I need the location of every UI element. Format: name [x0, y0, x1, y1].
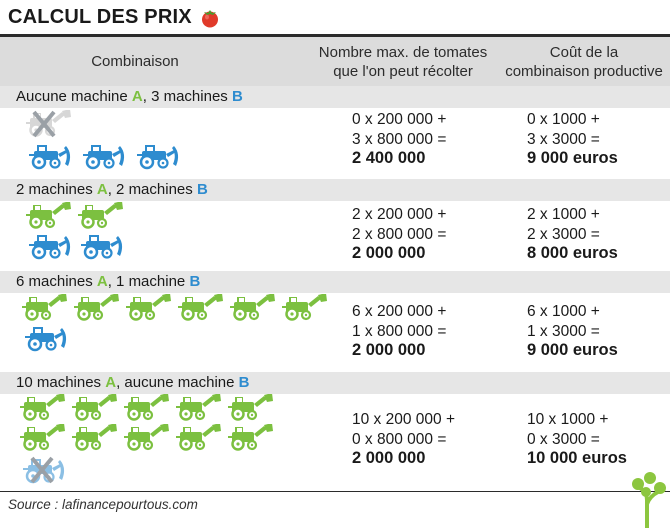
calc-tomates: 2 x 200 000 + 2 x 800 000 = 2 000 000 [352, 206, 447, 262]
tomato-icon [200, 8, 220, 28]
calc-cout: 6 x 1000 + 1 x 3000 = 9 000 euros [527, 303, 618, 359]
machine-b-icon [22, 324, 70, 352]
calc-cout: 2 x 1000 + 2 x 3000 = 8 000 euros [527, 206, 618, 262]
page-title-text: CALCUL DES PRIX [8, 6, 192, 28]
section-title: 10 machines A, aucune machine B [0, 372, 670, 394]
machine-a-icon [122, 394, 170, 422]
tree-logo-icon [628, 470, 668, 530]
footer-rule [0, 491, 670, 492]
machine-a-icon [280, 294, 328, 322]
machine-a-icon [174, 394, 222, 422]
machine-a-icon [124, 294, 172, 322]
calc-cout: 0 x 1000 + 3 x 3000 = 9 000 euros [527, 111, 618, 167]
machine-b-icon [134, 142, 182, 170]
calc-tomates: 10 x 200 000 + 0 x 800 000 = 2 000 000 [352, 411, 455, 467]
machine-a-icon [174, 424, 222, 452]
section-title: Aucune machine A, 3 machines B [0, 86, 670, 108]
machine-a-icon [76, 202, 124, 230]
machine-b-icon [26, 232, 74, 260]
calc-cout: 10 x 1000 + 0 x 3000 = 10 000 euros [527, 411, 627, 467]
section-title: 6 machines A, 1 machine B [0, 271, 670, 293]
machine-a-icon [70, 394, 118, 422]
machine-a-icon [226, 394, 274, 422]
source-text: Source : lafinancepourtous.com [8, 497, 198, 512]
machine-a-icon [176, 294, 224, 322]
machine-a-icon [20, 294, 68, 322]
machine-a-icon [226, 424, 274, 452]
machine-a-icon [122, 424, 170, 452]
machine-b-icon [80, 142, 128, 170]
machine-a-icon [228, 294, 276, 322]
machine-a-icon [24, 202, 72, 230]
machine-a-icon [70, 424, 118, 452]
machine-b-icon [78, 232, 126, 260]
header-cout: Coût de la combinaison productive [505, 44, 663, 80]
machine-b-icon-crossed [20, 456, 68, 484]
machine-a-icon-crossed [24, 110, 72, 138]
header-nombre-tomates: Nombre max. de tomates que l'on peut récolter [318, 44, 488, 80]
machine-a-icon [18, 424, 66, 452]
calc-tomates: 0 x 200 000 + 3 x 800 000 = 2 400 000 [352, 111, 447, 167]
table-header [0, 37, 670, 87]
page-title [8, 6, 220, 29]
machine-b-icon [26, 142, 74, 170]
calc-tomates: 6 x 200 000 + 1 x 800 000 = 2 000 000 [352, 303, 447, 359]
machine-a-icon [18, 394, 66, 422]
machine-a-icon [72, 294, 120, 322]
header-combinaison: Combinaison [91, 53, 179, 70]
section-title: 2 machines A, 2 machines B [0, 179, 670, 201]
